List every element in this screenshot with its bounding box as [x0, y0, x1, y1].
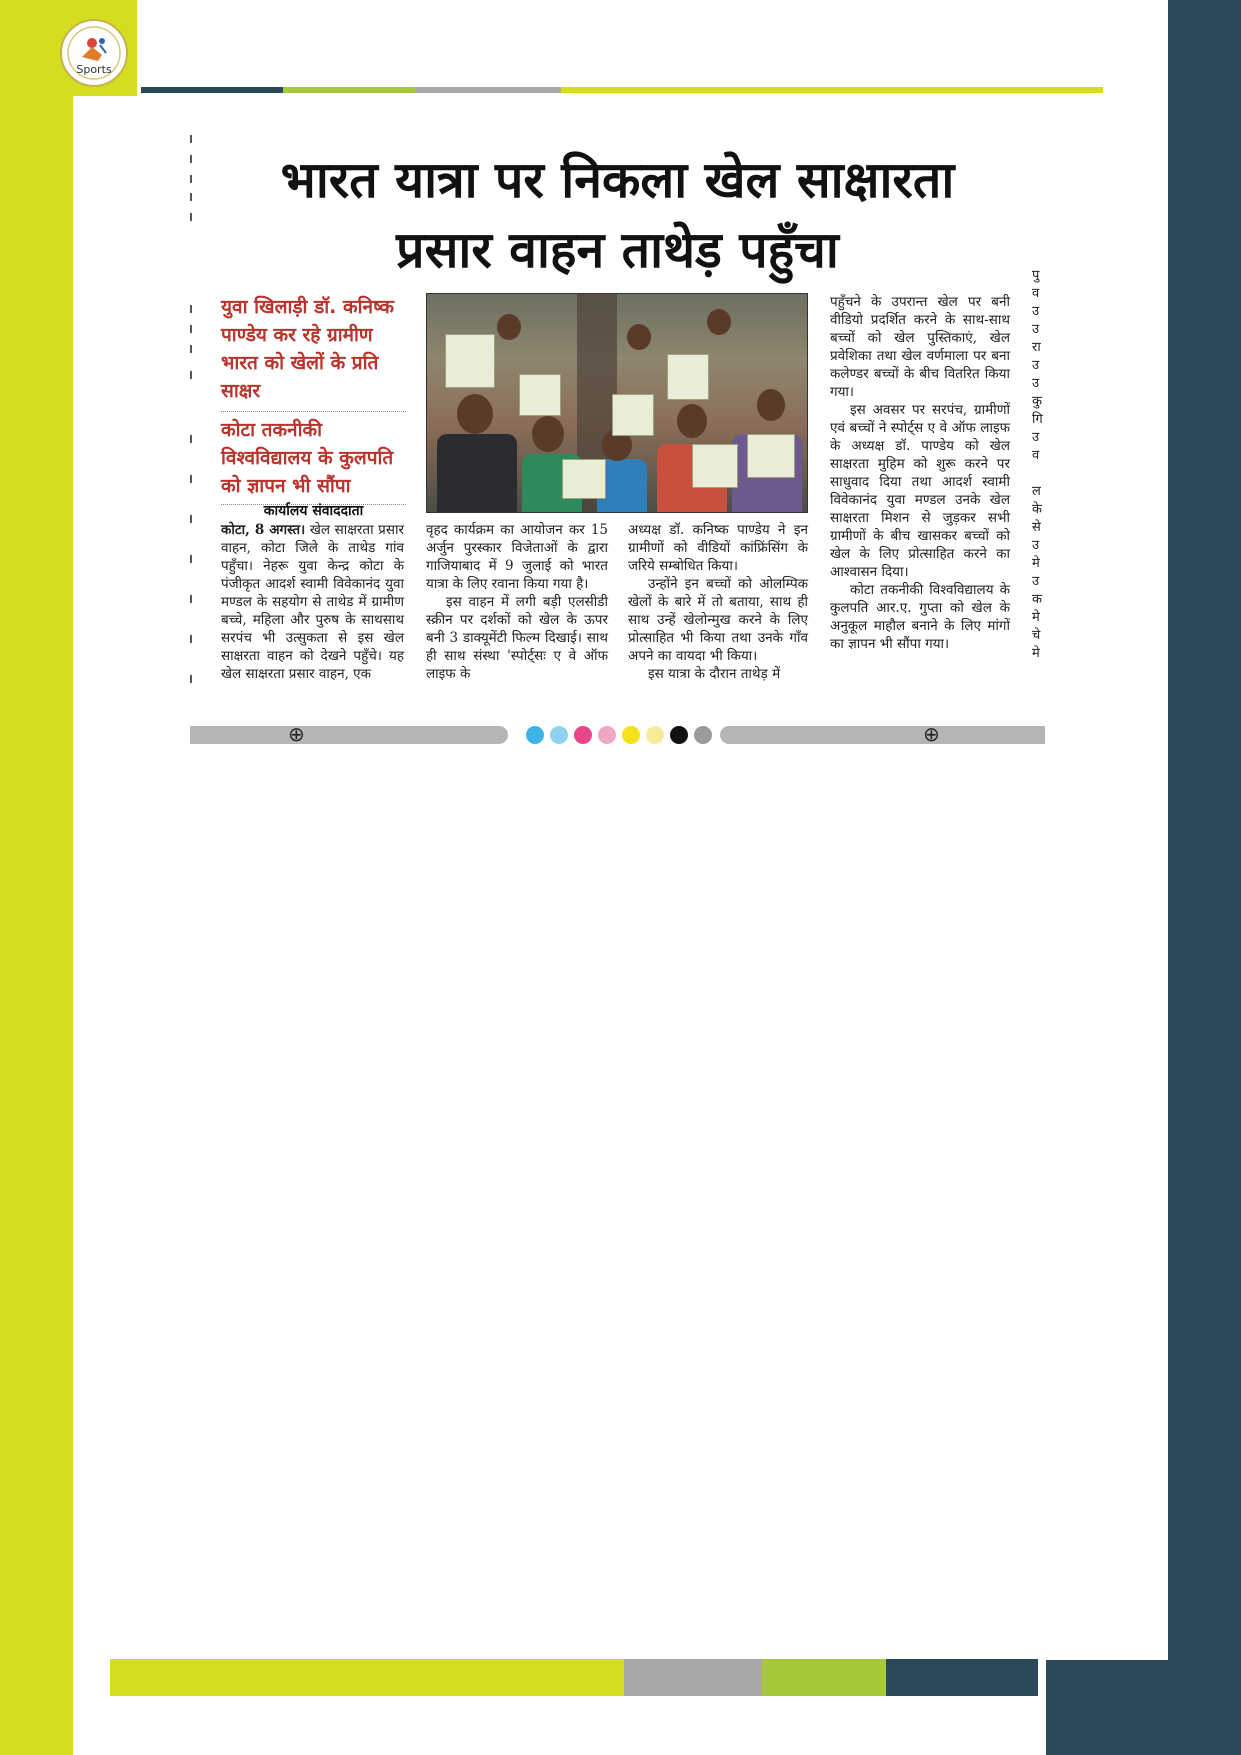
registration-dot	[526, 726, 544, 744]
edge-letter: व	[1032, 448, 1040, 463]
column-4-paragraph-2: इस अवसर पर सरपंच, ग्रामीणों एवं बच्चों ने स्पोर्ट्स ए वे ऑफ लाइफ के अध्यक्ष डॉ. पाण्डेय को खेल साक्षरता मुहिम को शुरू करने पर साधुवाद दिया तथा आदर्श स्वामी विवेकानंद युवा मण्डल उनके खेल साक्षरता मिशन से जुड़कर सभी ग्रामीणों के बीच खासकर बच्चों को खेल के लिए प्रोत्साहित करने का आश्वासन दिया।	[830, 402, 1010, 580]
edge-letter: उ	[1032, 358, 1040, 373]
text-column-4	[830, 293, 1010, 653]
text-column-2	[426, 521, 608, 683]
dateline: कोटा, 8 अगस्त।	[221, 522, 306, 538]
edge-letter: के	[1032, 502, 1042, 517]
registration-cross-icon: ⊕	[923, 722, 940, 746]
adjacent-article-edge	[1032, 267, 1046, 663]
child-figure	[457, 394, 493, 434]
booklet	[612, 394, 654, 436]
registration-bar-right	[720, 722, 1045, 746]
right-color-band	[1168, 0, 1241, 1755]
edge-letter: चे	[1032, 628, 1041, 643]
top-rule-segment	[561, 87, 1103, 93]
edge-letter: क	[1032, 592, 1042, 607]
column-3-paragraph-2: उन्होंने इन बच्चों को ओलम्पिक खेलों के बारे में तो बताया, साथ ही साथ उन्हें खेलोन्मुख करने के लिए प्रोत्साहित भी किया तथा उनके गाँव अपने का वायदा भी किया।	[628, 576, 808, 664]
booklet	[692, 444, 738, 488]
registration-dot	[694, 726, 712, 744]
edge-tick	[190, 435, 192, 443]
top-rule-segment	[415, 87, 561, 93]
registration-bar-left	[190, 722, 508, 746]
column-4-paragraph-3: कोटा तकनीकी विश्वविद्यालय के कुलपति आर.ए. गुप्ता को खेल के अनुकूल माहौल बनाने के लिए मांगों का ज्ञापन भी सौंपा गया।	[830, 582, 1010, 652]
child-figure	[677, 404, 707, 438]
edge-tick	[190, 345, 192, 353]
text-column-1	[221, 521, 404, 683]
edge-tick	[190, 135, 192, 143]
edge-letter: व	[1032, 286, 1040, 301]
edge-letter: कु	[1032, 394, 1042, 409]
edge-letter: उ	[1032, 304, 1040, 319]
edge-letter: ल	[1032, 484, 1041, 499]
edge-letter: मे	[1032, 646, 1040, 661]
top-rule-segment	[141, 87, 283, 93]
registration-dot	[646, 726, 664, 744]
sports-logo	[60, 19, 128, 87]
edge-letter: गि	[1032, 412, 1043, 427]
edge-letter: मे	[1032, 556, 1040, 571]
column-3-paragraph-1: अध्यक्ष डॉ. कनिष्क पाण्डेय ने इन ग्रामीणों को वीडियों कांफ्रिंसिंग के जरिये सम्बोधित किया।	[628, 522, 808, 574]
booklet	[667, 354, 709, 400]
subhead-1: युवा खिलाड़ी डॉ. कनिष्क पाण्डेय कर रहे ग्रामीण भारत को खेलों के प्रति साक्षर	[221, 296, 394, 402]
edge-tick	[190, 475, 192, 483]
edge-tick	[190, 595, 192, 603]
edge-tick	[190, 305, 192, 313]
bottom-rule-segment	[624, 1659, 762, 1696]
left-color-band	[0, 0, 73, 1755]
booklet	[445, 334, 495, 388]
edge-letter: उ	[1032, 574, 1040, 589]
child-figure	[532, 416, 564, 452]
headline	[190, 145, 1045, 285]
bottom-rule-segment	[886, 1659, 1038, 1696]
child-figure	[757, 389, 785, 421]
edge-letter: उ	[1032, 538, 1040, 553]
edge-letter	[1032, 465, 1046, 483]
edge-letter: उ	[1032, 322, 1040, 337]
registration-dot	[670, 726, 688, 744]
registration-cross-icon: ⊕	[288, 722, 305, 746]
headline-line-1: भारत यात्रा पर निकला खेल साक्षारता	[280, 151, 955, 209]
child-figure	[437, 434, 517, 513]
bottom-right-color-block	[1046, 1660, 1241, 1755]
column-2-paragraph-2: इस वाहन में लगी बड़ी एलसीडी स्क्रीन पर दर्शकों को खेल के ऊपर बनी 3 डाक्यूमेंटी फिल्म दिखाई। साथ ही साथ संस्था 'स्पोर्ट्सः ए वे ऑफ लाइफ के	[426, 594, 608, 682]
bottom-rule-segment	[762, 1659, 886, 1696]
column-1-paragraph: कोटा, 8 अगस्त। खेल साक्षरता प्रसार वाहन, कोटा जिले के ताथेड गांव पहुँचा। नेहरू युवा केन्द्र कोटा के पंजीकृत आदर्श स्वामी विवेकानंद युवा मण्डल के सहयोग से ताथेड में ग्रामीण बच्चे, महिला और पुरुष के साथसाथ सरपंच भी उत्सुकता से इस खेल साक्षरता वाहन को देखने पहुँचे। यह खेल साक्षरता प्रसार वाहन, एक	[221, 522, 405, 682]
child-figure	[627, 324, 651, 350]
registration-dot	[574, 726, 592, 744]
edge-letter: से	[1032, 520, 1041, 535]
edge-letter: रा	[1032, 340, 1041, 355]
subhead-2: कोटा तकनीकी विश्वविद्यालय के कुलपति को ज्ञापन भी सौंपा	[221, 411, 406, 500]
edge-letter: पु	[1032, 268, 1040, 283]
column-4-paragraph-1: पहुँचने के उपरान्त खेल पर बनी वीडियो प्रदर्शित करने के साथ-साथ बच्चों को खेल पुस्तिकाएं, खेल प्रवेशिका तथा खेल वर्णमाला पर बना कलेण्डर बच्चों के बीच वितरित किया गया।	[830, 294, 1010, 400]
headline-line-2: प्रसार वाहन ताथेड़ पहुँचा	[396, 221, 839, 279]
text-column-3	[628, 521, 808, 683]
newspaper-clipping	[190, 135, 1045, 755]
booklet	[747, 434, 795, 478]
edge-tick	[190, 515, 192, 523]
edge-tick	[190, 555, 192, 563]
registration-dot	[550, 726, 568, 744]
top-rule-segment	[283, 87, 415, 93]
child-figure	[707, 309, 731, 335]
edge-tick	[190, 675, 192, 683]
logo-label: Sports	[76, 63, 112, 76]
edge-letter: उ	[1032, 376, 1040, 391]
registration-dot	[598, 726, 616, 744]
edge-letter: मे	[1032, 610, 1040, 625]
edge-tick	[190, 371, 192, 379]
byline: कार्यालय संवाददाता	[263, 503, 364, 519]
bottom-rule-segment	[110, 1659, 624, 1696]
column-2-paragraph-1: वृहद कार्यक्रम का आयोजन कर 15 अर्जुन पुरस्कार विजेताओं के द्वारा गाजियाबाद में 9 जुलाई को भारत यात्रा के लिए रवाना किया गया है।	[426, 522, 608, 592]
registration-dot	[622, 726, 640, 744]
edge-tick	[190, 635, 192, 643]
edge-letter: उ	[1032, 430, 1040, 445]
child-figure	[497, 314, 521, 340]
children-photo	[426, 293, 808, 513]
edge-tick	[190, 325, 192, 333]
subheadings	[221, 293, 406, 505]
booklet	[519, 374, 561, 416]
booklet	[562, 459, 606, 499]
column-3-paragraph-3: इस यात्रा के दौरान ताथेड़ में	[648, 666, 781, 682]
